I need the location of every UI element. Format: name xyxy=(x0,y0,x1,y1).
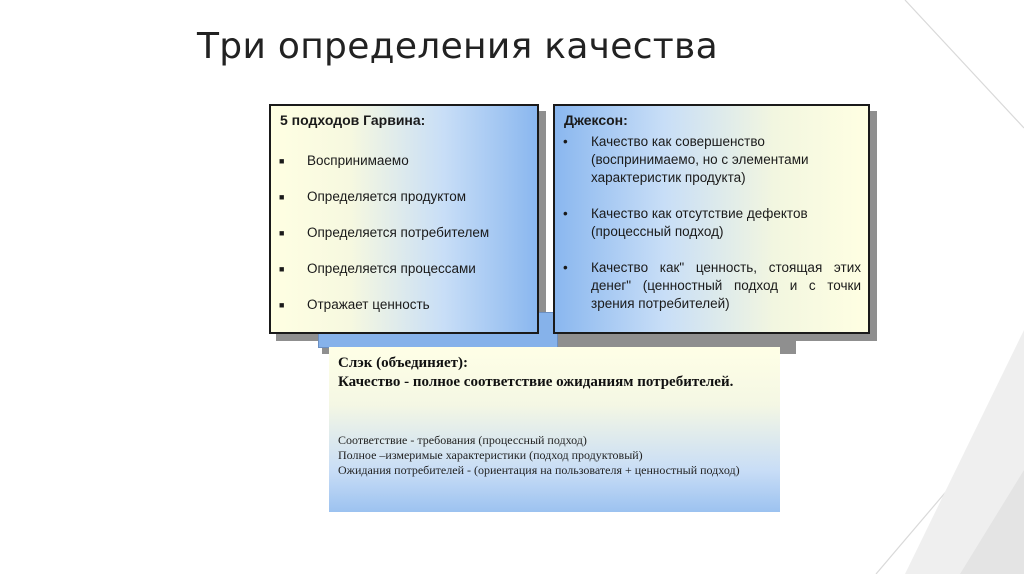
list-item xyxy=(279,189,489,225)
list-item xyxy=(279,297,489,333)
list-item-text: Качество как совершенство (воспринимаемо, но с элементами характеристик продукта) xyxy=(591,134,809,185)
slide-title: Три определения качества xyxy=(197,26,718,67)
dot-bullet-icon: • xyxy=(563,134,568,149)
list-item-text: Качество как отсутствие дефектов (процессный подход) xyxy=(591,206,808,239)
square-bullet-icon: ■ xyxy=(279,228,285,238)
list-item xyxy=(279,261,489,297)
list-item-text: Качество как" ценность, стоящая этих денег" (ценностный подход и с точки зрения потребителей) xyxy=(591,260,861,311)
slack-statement: Качество - полное соответствие ожиданиям потребителей. xyxy=(338,374,734,390)
list-item-text: Отражает ценность xyxy=(307,297,430,312)
square-bullet-icon: ■ xyxy=(279,264,285,274)
list-item xyxy=(563,259,861,313)
slack-box xyxy=(329,347,780,512)
dot-bullet-icon: • xyxy=(563,206,568,221)
slack-note: Ожидания потребителей - (ориентация на пользователя + ценностный подход) xyxy=(338,463,740,477)
slack-note: Полное –измеримые характеристики (подход продуктовый) xyxy=(338,448,643,462)
jackson-heading: Джексон: xyxy=(564,112,628,128)
garvin-heading: 5 подходов Гарвина: xyxy=(280,112,426,128)
slack-notes xyxy=(338,433,778,478)
list-item-text: Определяется процессами xyxy=(307,261,476,276)
square-bullet-icon: ■ xyxy=(279,192,285,202)
list-item-text: Определяется потребителем xyxy=(307,225,490,240)
list-item-text: Воспринимаемо xyxy=(307,153,409,168)
slack-note: Соответствие - требования (процессный подход) xyxy=(338,433,587,447)
list-item xyxy=(563,133,861,187)
list-item-text: Определяется продуктом xyxy=(307,189,467,204)
jackson-list xyxy=(563,133,861,331)
list-item xyxy=(279,153,489,189)
garvin-list xyxy=(279,153,490,333)
slack-heading-block xyxy=(338,354,768,392)
slack-heading: Слэк (объединяет): xyxy=(338,355,468,371)
dot-bullet-icon: • xyxy=(563,260,568,275)
jackson-box xyxy=(553,104,870,334)
square-bullet-icon: ■ xyxy=(279,156,285,166)
list-item xyxy=(279,225,490,261)
square-bullet-icon: ■ xyxy=(279,300,285,310)
list-item xyxy=(563,205,861,241)
garvin-box xyxy=(269,104,539,334)
